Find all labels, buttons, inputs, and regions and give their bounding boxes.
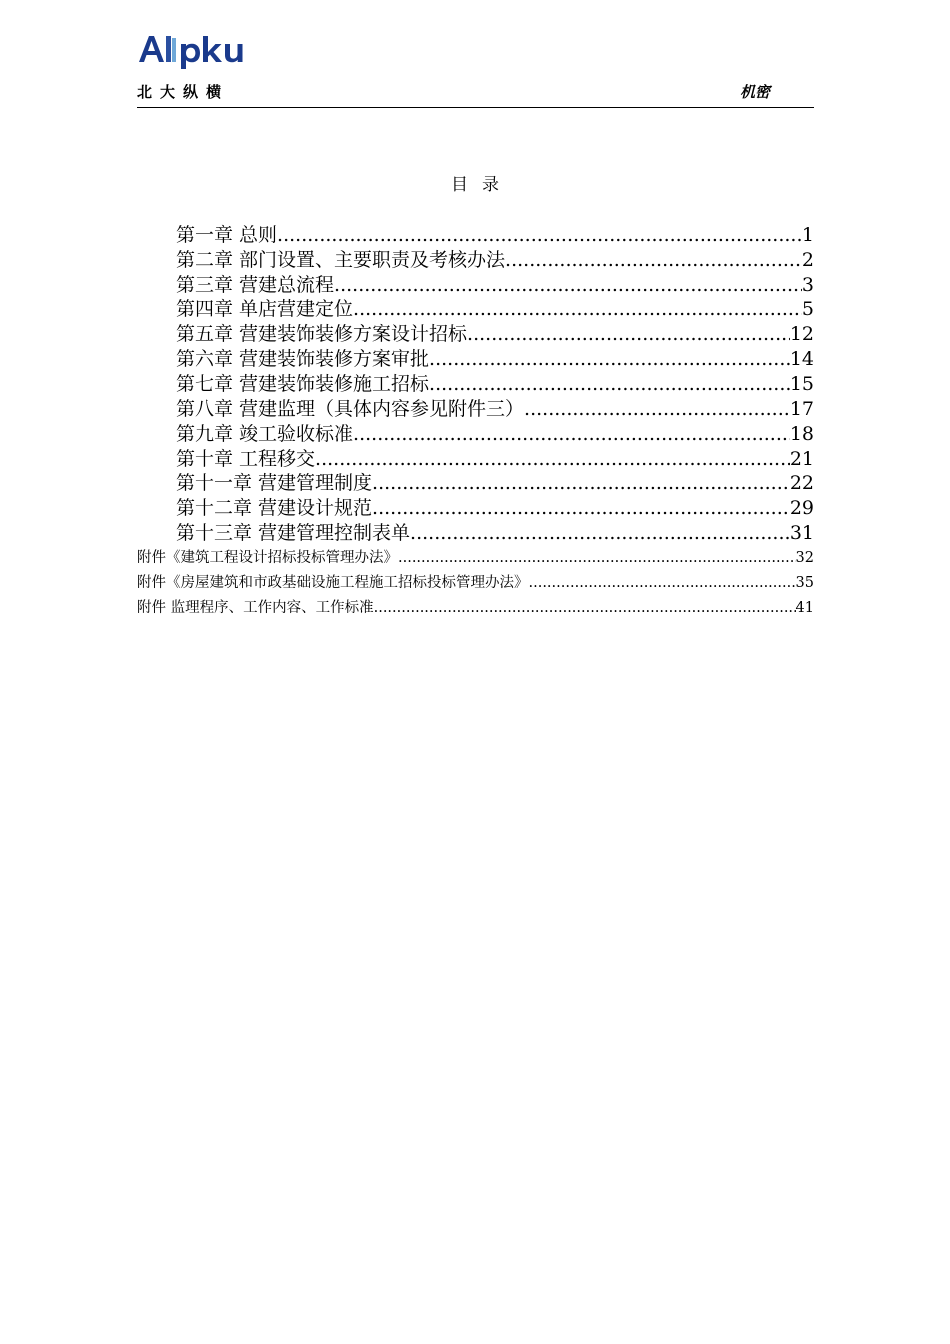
toc-entry[interactable] bbox=[176, 397, 814, 422]
toc-entry-page: 14 bbox=[789, 348, 814, 370]
dot-leader bbox=[429, 372, 790, 397]
toc-entry-page: 15 bbox=[789, 373, 814, 395]
toc-entry-page: 32 bbox=[795, 550, 814, 566]
toc-entry[interactable] bbox=[176, 273, 814, 298]
toc-entry[interactable] bbox=[176, 322, 814, 347]
toc-entry-label: 第二章 部门设置、主要职责及考核办法 bbox=[176, 249, 506, 271]
toc-entry-page: 3 bbox=[801, 274, 814, 296]
toc-entry-label: 第十三章 营建管理控制表单 bbox=[176, 522, 411, 544]
toc-entry-page: 29 bbox=[789, 497, 814, 519]
toc-entry-page: 35 bbox=[795, 575, 814, 591]
toc-entry-page: 22 bbox=[789, 472, 814, 494]
toc-appendix-entry[interactable] bbox=[137, 596, 814, 621]
toc-entry-label: 第一章 总则 bbox=[176, 224, 278, 246]
dot-leader bbox=[524, 397, 790, 422]
toc-entry-label: 第八章 营建监理（具体内容参见附件三） bbox=[176, 398, 525, 420]
toc-entry[interactable] bbox=[176, 422, 814, 447]
toc-entry[interactable] bbox=[176, 447, 814, 472]
toc-entry-label: 第十一章 营建管理制度 bbox=[176, 472, 373, 494]
toc-entry[interactable] bbox=[176, 471, 814, 496]
toc-entry-label: 第四章 单店营建定位 bbox=[176, 298, 354, 320]
dot-leader bbox=[374, 596, 796, 621]
toc-entry-label: 第三章 营建总流程 bbox=[176, 274, 335, 296]
toc-entry-label: 第五章 营建装饰装修方案设计招标 bbox=[176, 323, 468, 345]
header-divider bbox=[137, 107, 814, 108]
toc-entry-page: 18 bbox=[789, 423, 814, 445]
toc-entry-page: 2 bbox=[801, 249, 814, 271]
toc-entry-label: 第六章 营建装饰装修方案审批 bbox=[176, 348, 430, 370]
toc-entry[interactable] bbox=[176, 347, 814, 372]
toc-entry[interactable] bbox=[176, 248, 814, 273]
dot-leader bbox=[429, 347, 790, 372]
dot-leader bbox=[467, 322, 790, 347]
toc-entry-label: 附件 监理程序、工作内容、工作标准 bbox=[137, 600, 374, 616]
toc-appendix-entry[interactable] bbox=[137, 571, 814, 596]
toc-entry[interactable] bbox=[176, 496, 814, 521]
toc-entry-page: 21 bbox=[789, 448, 814, 470]
toc-entry[interactable] bbox=[176, 223, 814, 248]
dot-leader bbox=[529, 571, 796, 596]
toc-entry-label: 第十章 工程移交 bbox=[176, 448, 316, 470]
toc-entry[interactable] bbox=[176, 297, 814, 322]
toc-entry-label: 第九章 竣工验收标准 bbox=[176, 423, 354, 445]
dot-leader bbox=[410, 521, 790, 546]
toc-entry-page: 31 bbox=[789, 522, 814, 544]
dot-leader bbox=[315, 447, 790, 472]
company-logo bbox=[137, 30, 267, 70]
toc-entry[interactable] bbox=[176, 372, 814, 397]
dot-leader bbox=[334, 273, 802, 298]
dot-leader bbox=[372, 496, 790, 521]
company-name: 北大纵横 bbox=[137, 83, 230, 101]
toc-entry-label: 附件《建筑工程设计招标投标管理办法》 bbox=[137, 550, 398, 566]
toc-entry-page: 1 bbox=[801, 224, 814, 246]
toc-entry[interactable] bbox=[176, 521, 814, 546]
toc-entry-page: 5 bbox=[801, 298, 814, 320]
toc-entry-label: 第十二章 营建设计规范 bbox=[176, 497, 373, 519]
toc-entry-page: 12 bbox=[789, 323, 814, 345]
toc-entry-page: 41 bbox=[795, 600, 814, 616]
dot-leader bbox=[353, 297, 802, 322]
confidential-mark: 机密 bbox=[740, 83, 771, 101]
dot-leader bbox=[505, 248, 802, 273]
dot-leader bbox=[353, 422, 790, 447]
dot-leader bbox=[372, 471, 790, 496]
dot-leader bbox=[398, 546, 796, 571]
toc-title: 目录 bbox=[451, 175, 513, 195]
toc-entry-page: 17 bbox=[789, 398, 814, 420]
toc-appendix-entry[interactable] bbox=[137, 546, 814, 571]
dot-leader bbox=[277, 223, 802, 248]
toc-entry-label: 附件《房屋建筑和市政基础设施工程施工招标投标管理办法》 bbox=[137, 575, 529, 591]
toc-entry-label: 第七章 营建装饰装修施工招标 bbox=[176, 373, 430, 395]
